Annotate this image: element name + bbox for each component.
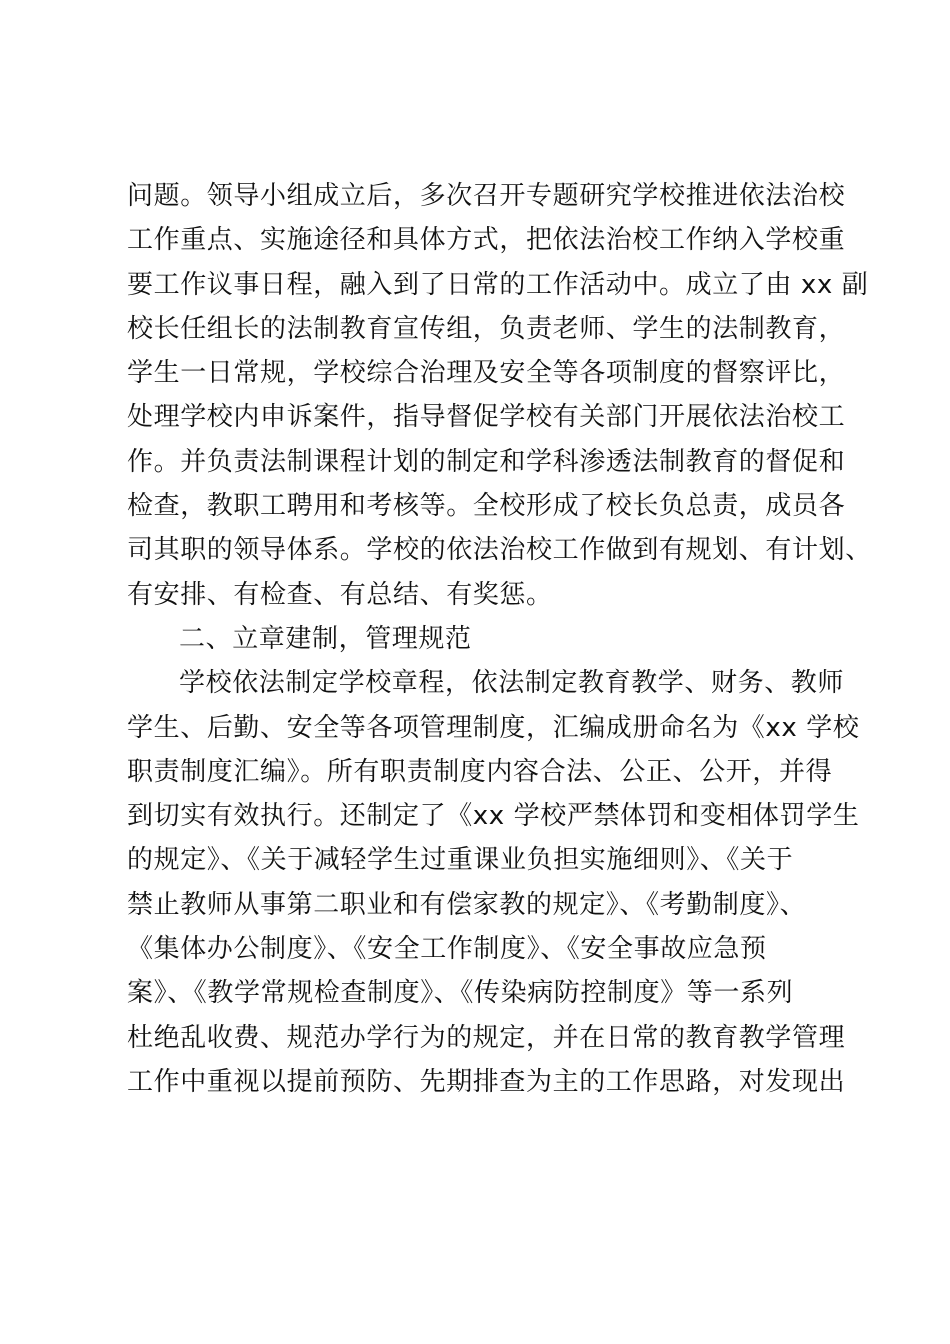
paragraph-line: 《集体办公制度》、《安全工作制度》、《安全事故应急预 (127, 934, 767, 965)
body-text (127, 174, 872, 1104)
paragraph-line: 要工作议事日程，融入到了日常的工作活动中。成立了由 xx 副 (127, 269, 869, 300)
paragraph-line: 职责制度汇编》。所有职责制度内容合法、公正、公开，并得 (127, 756, 833, 787)
paragraph-line: 学生一日常规，学校综合治理及安全等各项制度的督察评比， (127, 358, 846, 389)
paragraph-line: 处理学校内申诉案件，指导督促学校有关部门开展依法治校工 (127, 402, 846, 433)
paragraph-line: 学生、后勤、安全等各项管理制度，汇编成册命名为《xx 学校 (127, 712, 860, 743)
paragraph-line: 禁止教师从事第二职业和有偿家教的规定》、《考勤制度》、 (127, 889, 807, 920)
paragraph-line: 学校依法制定学校章程，依法制定教育教学、财务、教师 (179, 668, 845, 699)
paragraph-line: 的规定》、《关于减轻学生过重课业负担实施细则》、《关于 (127, 845, 794, 876)
paragraph-line: 到切实有效执行。还制定了《xx 学校严禁体罚和变相体罚学生 (127, 801, 860, 832)
paragraph-line: 司其职的领导体系。学校的依法治校工作做到有规划、有计划、 (127, 535, 872, 566)
paragraph-line: 检查，教职工聘用和考核等。全校形成了校长负总责，成员各 (127, 491, 846, 522)
paragraph-line: 工作中重视以提前预防、先期排查为主的工作思路，对发现出 (127, 1066, 846, 1097)
paragraph-line: 问题。领导小组成立后，多次召开专题研究学校推进依法治校 (127, 181, 846, 211)
paragraph-line: 作。并负责法制课程计划的制定和学科渗透法制教育的督促和 (127, 446, 846, 477)
paragraph-line: 有安排、有检查、有总结、有奖惩。 (127, 579, 553, 610)
paragraph-line: 校长任组长的法制教育宣传组，负责老师、学生的法制教育， (127, 313, 846, 344)
section-heading: 二、立章建制，管理规范 (179, 623, 472, 654)
paragraph-line: 工作重点、实施途径和具体方式，把依法治校工作纳入学校重 (127, 225, 846, 256)
paragraph-line: 杜绝乱收费、规范办学行为的规定，并在日常的教育教学管理 (127, 1022, 846, 1053)
paragraph-line: 案》、《教学常规检查制度》、《传染病防控制度》等一系列 (127, 978, 794, 1009)
